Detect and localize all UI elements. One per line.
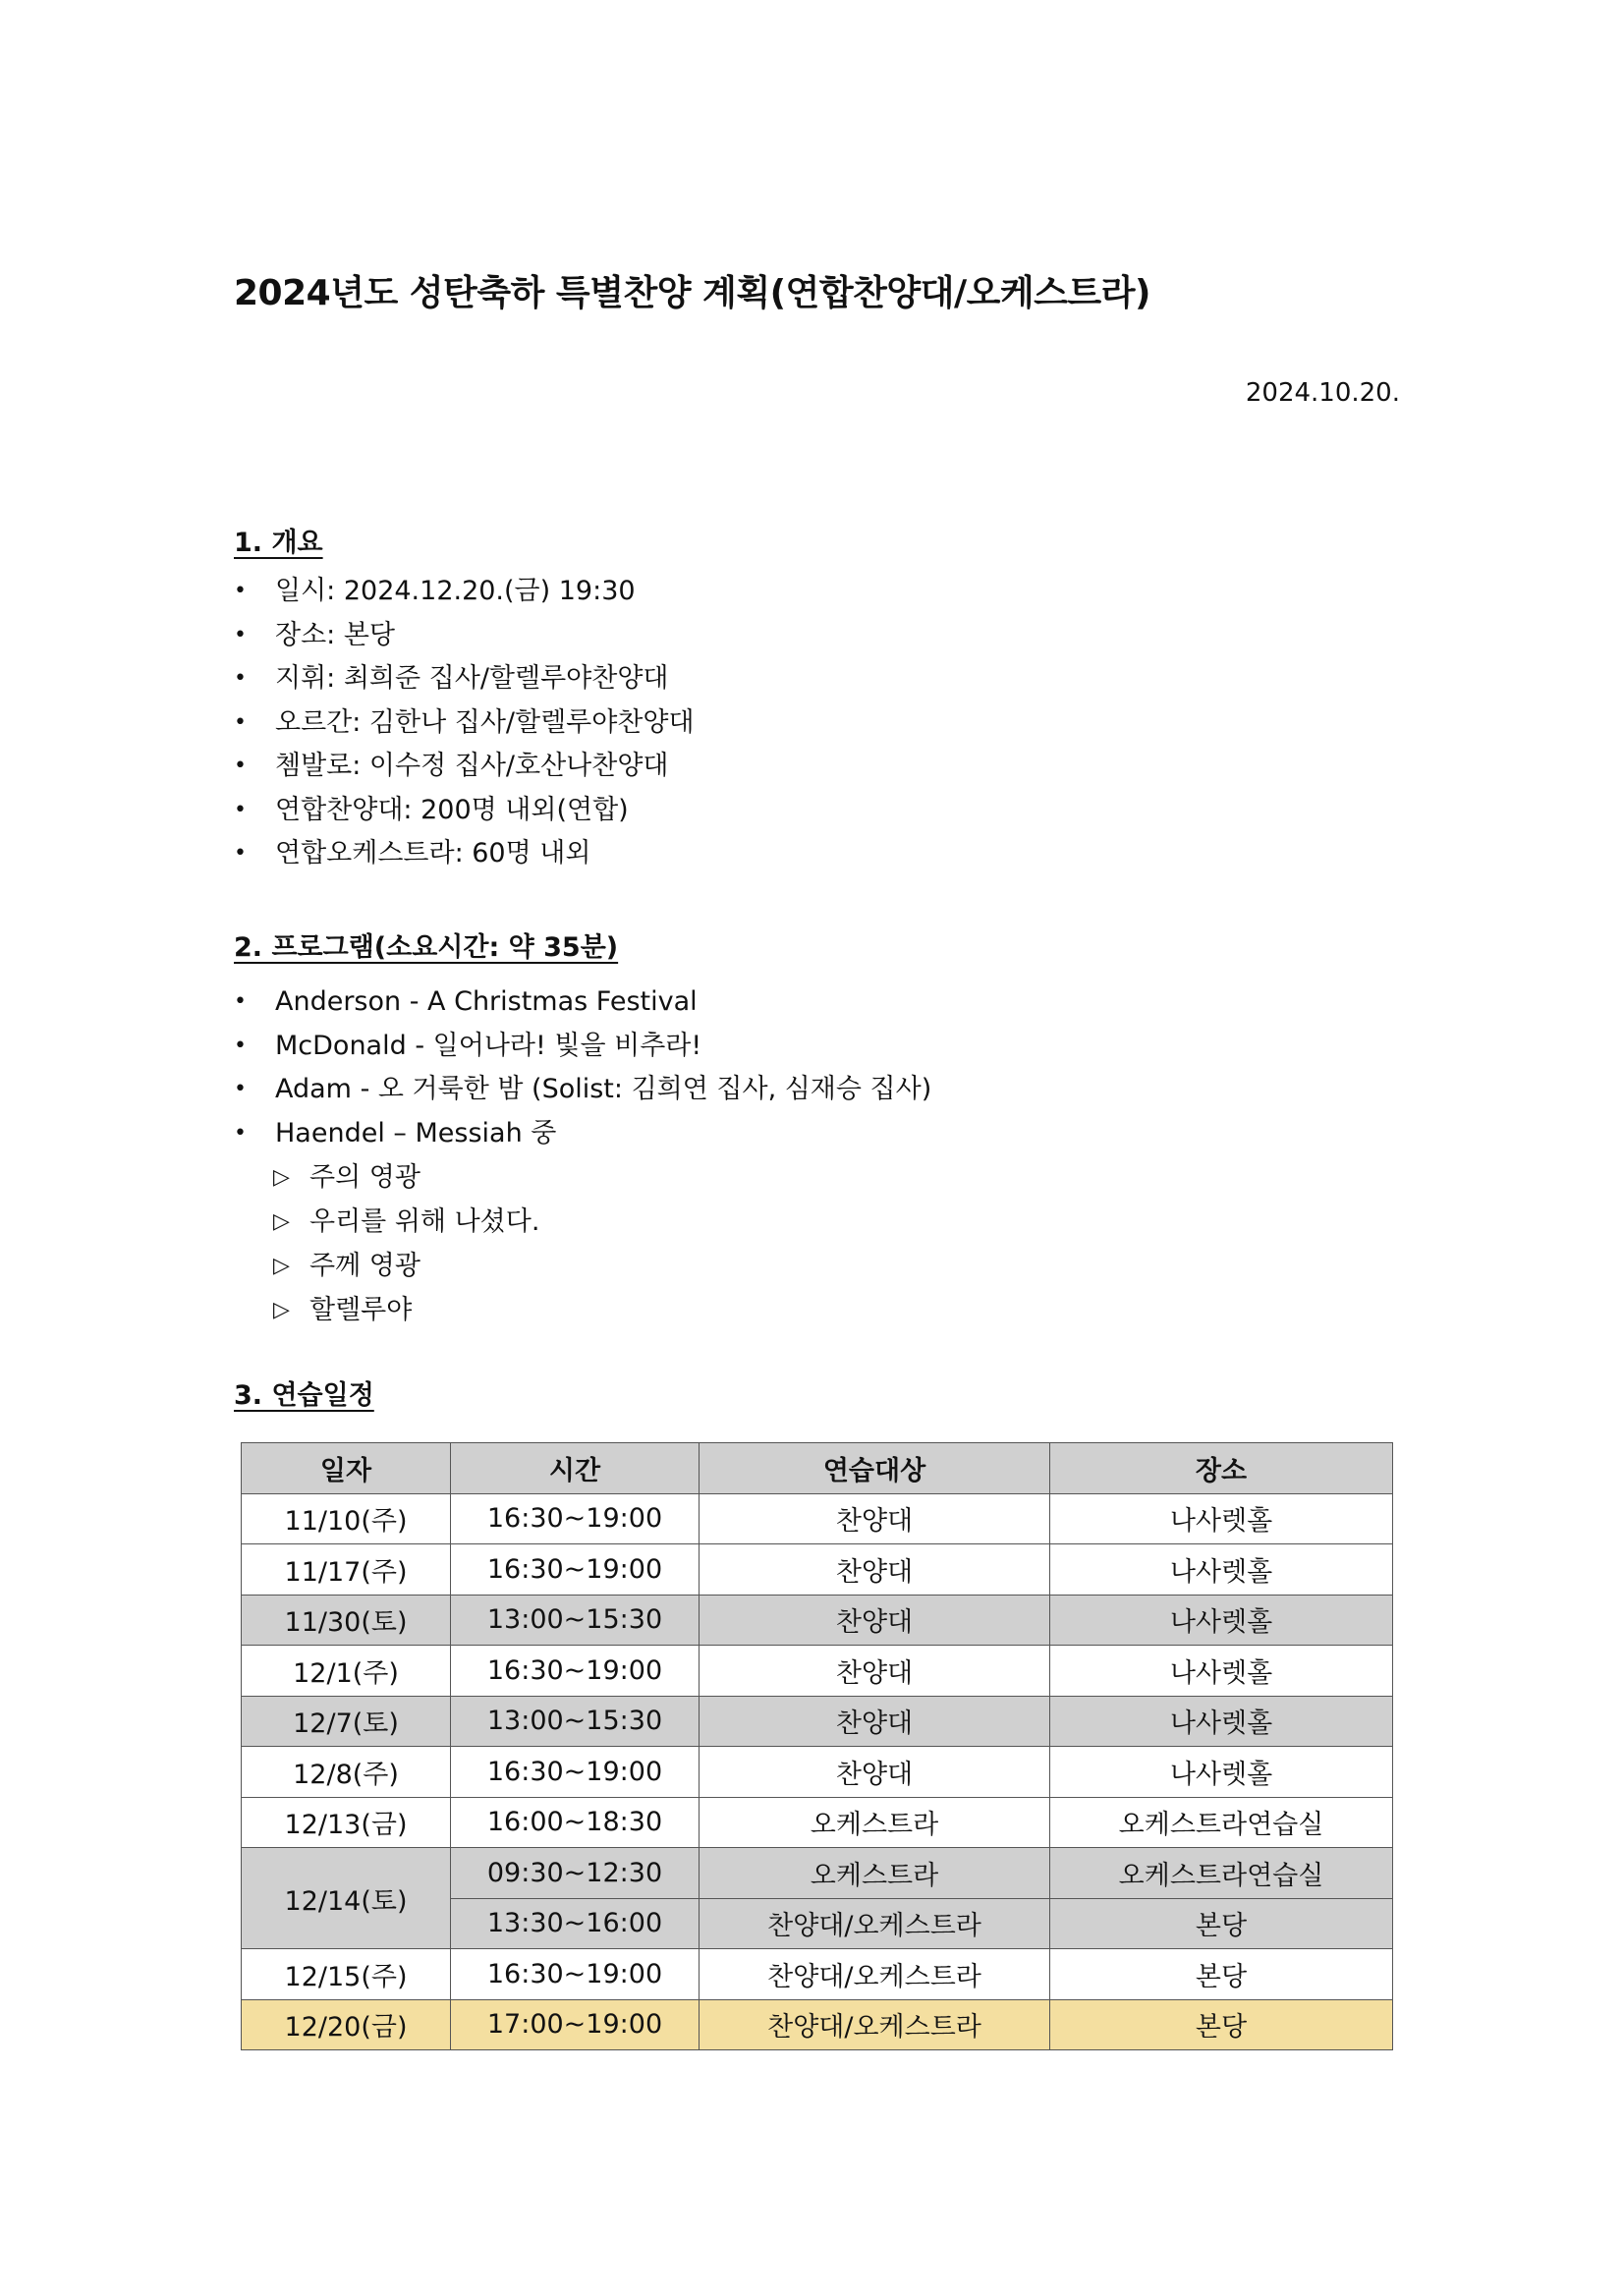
overview-list: [234, 570, 695, 876]
cell-date: 12/14(토): [242, 1848, 451, 1949]
column-header-date: 일자: [242, 1443, 451, 1494]
bullet-icon: •: [234, 1120, 247, 1146]
list-item: [234, 701, 695, 746]
cell-target: 찬양대/오케스트라: [700, 1949, 1050, 2000]
list-item: [234, 1112, 931, 1156]
cell-target: 찬양대/오케스트라: [700, 1999, 1050, 2050]
list-item: [234, 614, 695, 658]
document-title: 2024년도 성탄축하 특별찬양 계획(연합찬양대/오케스트라): [234, 273, 1150, 313]
cell-place: 오케스트라연습실: [1050, 1848, 1393, 1899]
column-header-place: 장소: [1050, 1443, 1393, 1494]
table-row: [242, 1797, 1393, 1848]
cell-place: 나사렛홀: [1050, 1493, 1393, 1544]
list-item-text: Adam - 오 거룩한 밤 (Solist: 김희연 집사, 심재승 집사): [275, 1074, 932, 1104]
sub-list-item: [234, 1155, 931, 1200]
table-header-row: [242, 1443, 1393, 1494]
cell-target: 찬양대/오케스트라: [700, 1898, 1050, 1949]
cell-place: 나사렛홀: [1050, 1544, 1393, 1596]
cell-place: 오케스트라연습실: [1050, 1797, 1393, 1848]
list-item-text: 연합오케스트라: 60명 내외: [275, 838, 591, 868]
cell-date: 12/20(금): [242, 1999, 451, 2050]
cell-time: 09:30~12:30: [451, 1848, 700, 1899]
cell-time: 16:30~19:00: [451, 1493, 700, 1544]
sub-list-item: [234, 1200, 931, 1244]
list-item: [234, 789, 695, 833]
cell-date: 11/17(주): [242, 1544, 451, 1596]
cell-time: 13:30~16:00: [451, 1898, 700, 1949]
sub-list-item-text: 할렐루야: [309, 1295, 413, 1325]
table-row-final-rehearsal: [242, 1999, 1393, 2050]
triangle-icon: ▷: [273, 1254, 290, 1278]
cell-target: 찬양대: [700, 1544, 1050, 1596]
bullet-icon: •: [234, 1077, 247, 1101]
cell-time: 16:30~19:00: [451, 1747, 700, 1798]
sub-list-item-text: 우리를 위해 나셨다.: [309, 1206, 540, 1237]
cell-time: 17:00~19:00: [451, 1999, 700, 2050]
table-row: [242, 1848, 1393, 1899]
bullet-icon: •: [234, 754, 247, 778]
table-row: [242, 1646, 1393, 1697]
cell-time: 16:30~19:00: [451, 1544, 700, 1596]
list-item: [234, 1068, 931, 1112]
bullet-icon: •: [234, 622, 247, 647]
bullet-icon: •: [234, 579, 247, 603]
bullet-icon: •: [234, 1033, 247, 1058]
column-header-target: 연습대상: [700, 1443, 1050, 1494]
list-item-text: Anderson - A Christmas Festival: [275, 986, 698, 1017]
table-row: [242, 1544, 1393, 1596]
cell-place: 나사렛홀: [1050, 1595, 1393, 1646]
table-row: [242, 1747, 1393, 1798]
cell-place: 본당: [1050, 1999, 1393, 2050]
triangle-icon: ▷: [273, 1298, 290, 1322]
messiah-sub-list: [234, 1155, 931, 1332]
list-item-text: 일시: 2024.12.20.(금) 19:30: [275, 576, 636, 606]
bullet-icon: •: [234, 989, 247, 1014]
list-item: [234, 657, 695, 701]
list-item: [234, 745, 695, 789]
cell-time: 16:30~19:00: [451, 1949, 700, 2000]
cell-date: 12/1(주): [242, 1646, 451, 1697]
triangle-icon: ▷: [273, 1209, 290, 1234]
list-item-text: 오르간: 김한나 집사/할렐루야찬양대: [275, 706, 695, 738]
cell-target: 찬양대: [700, 1747, 1050, 1798]
section-heading-program: 2. 프로그램(소요시간: 약 35분): [234, 932, 619, 963]
list-item-text: 장소: 본당: [275, 619, 396, 650]
cell-target: 오케스트라: [700, 1848, 1050, 1899]
column-header-time: 시간: [451, 1443, 700, 1494]
list-item-text: 쳄발로: 이수정 집사/호산나찬양대: [275, 751, 669, 781]
cell-time: 16:00~18:30: [451, 1797, 700, 1848]
sub-list-item: [234, 1288, 931, 1332]
list-item: [234, 832, 695, 876]
cell-time: 16:30~19:00: [451, 1646, 700, 1697]
table-row: [242, 1595, 1393, 1646]
bullet-icon: •: [234, 797, 247, 822]
bullet-icon: •: [234, 709, 247, 735]
bullet-icon: •: [234, 841, 247, 866]
triangle-icon: ▷: [273, 1165, 290, 1190]
cell-date: 11/10(주): [242, 1493, 451, 1544]
list-item: [234, 570, 695, 614]
cell-date: 11/30(토): [242, 1595, 451, 1646]
sub-list-container: [234, 1155, 931, 1332]
cell-date: 12/13(금): [242, 1797, 451, 1848]
list-item: [234, 980, 931, 1025]
practice-schedule-table: [241, 1442, 1393, 2050]
cell-date: 12/15(주): [242, 1949, 451, 2000]
cell-place: 본당: [1050, 1949, 1393, 2000]
cell-place: 나사렛홀: [1050, 1696, 1393, 1747]
list-item-text: 연합찬양대: 200명 내외(연합): [275, 794, 629, 825]
cell-place: 나사렛홀: [1050, 1646, 1393, 1697]
sub-list-item: [234, 1244, 931, 1288]
table-row: [242, 1493, 1393, 1544]
cell-target: 찬양대: [700, 1696, 1050, 1747]
bullet-icon: •: [234, 666, 247, 691]
list-item-text: McDonald - 일어나라! 빛을 비추라!: [275, 1030, 702, 1061]
cell-date: 12/8(주): [242, 1747, 451, 1798]
section-heading-overview: 1. 개요: [234, 528, 323, 558]
document-date: 2024.10.20.: [1245, 378, 1400, 408]
cell-target: 오케스트라: [700, 1797, 1050, 1848]
program-list: [234, 980, 931, 1332]
cell-place: 본당: [1050, 1898, 1393, 1949]
sub-list-item-text: 주의 영광: [309, 1162, 420, 1193]
list-item: [234, 1025, 931, 1069]
cell-target: 찬양대: [700, 1595, 1050, 1646]
cell-time: 13:00~15:30: [451, 1595, 700, 1646]
cell-target: 찬양대: [700, 1493, 1050, 1544]
cell-date: 12/7(토): [242, 1696, 451, 1747]
section-heading-schedule: 3. 연습일정: [234, 1380, 374, 1411]
cell-target: 찬양대: [700, 1646, 1050, 1697]
list-item-text: 지휘: 최희준 집사/할렐루야찬양대: [275, 663, 669, 694]
table-row: [242, 1949, 1393, 2000]
cell-place: 나사렛홀: [1050, 1747, 1393, 1798]
cell-time: 13:00~15:30: [451, 1696, 700, 1747]
sub-list-item-text: 주께 영광: [309, 1251, 420, 1281]
table-row: [242, 1696, 1393, 1747]
list-item-text: Haendel – Messiah 중: [275, 1117, 557, 1148]
